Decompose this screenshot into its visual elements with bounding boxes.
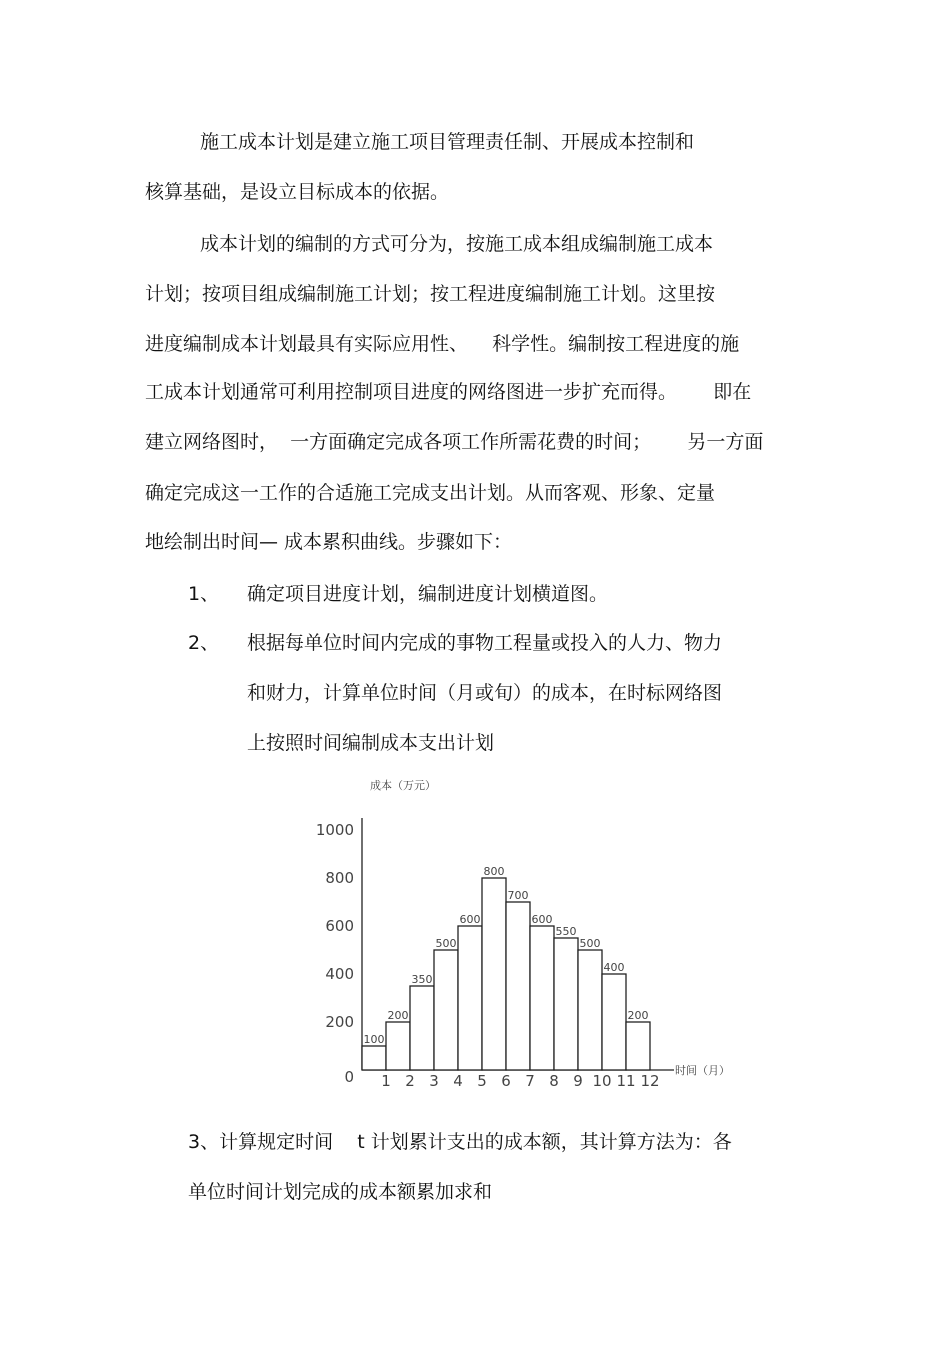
chart-bar-value-label: 100: [363, 1033, 385, 1046]
chart-y-tick-label: 400: [325, 965, 354, 983]
chart-bar: [506, 902, 530, 1070]
para2-line-2: 计划；按项目组成编制施工计划；按工程进度编制施工计划。这里按: [145, 283, 716, 305]
step-2-line-3: 上按照时间编制成本支出计划: [247, 732, 495, 754]
chart-x-tick-label: 6: [501, 1072, 511, 1090]
chart-bar-value-label: 500: [579, 937, 601, 950]
chart-bar-value-label: 500: [435, 937, 457, 950]
chart-y-tick-label: 1000: [315, 821, 354, 839]
chart-x-tick-label: 12: [640, 1072, 660, 1090]
chart-x-tick-label: 10: [592, 1072, 612, 1090]
chart-bar-value-label: 200: [387, 1009, 409, 1022]
chart-bar: [458, 926, 482, 1070]
chart-bar: [554, 938, 578, 1070]
chart-bar: [410, 986, 434, 1070]
chart-bar: [602, 974, 626, 1070]
chart-bar: [386, 1022, 410, 1070]
para1-line-2: 核算基础，是设立目标成本的依据。: [145, 181, 450, 203]
step-3-line-2: 单位时间计划完成的成本额累加求和: [188, 1181, 493, 1203]
chart-x-tick-label: 11: [616, 1072, 636, 1090]
step-1-number: 1、: [188, 583, 220, 605]
chart-bar-value-label: 400: [603, 961, 625, 974]
chart-x-tick-label: 9: [573, 1072, 583, 1090]
chart-y-tick-label: 600: [325, 917, 354, 935]
chart-x-tick-label: 1: [381, 1072, 391, 1090]
chart-bar-value-label: 600: [459, 913, 481, 926]
chart-bar: [626, 1022, 650, 1070]
para2-line-1: 成本计划的编制的方式可分为，按施工成本组成编制施工成本: [200, 233, 714, 255]
para2-line-7: 地绘制出时间— 成本累积曲线。步骤如下：: [145, 531, 513, 553]
chart-bar-value-label: 800: [483, 865, 505, 878]
chart-x-tick-label: 8: [549, 1072, 559, 1090]
chart-bar: [434, 950, 458, 1070]
chart-y-tick-label: 800: [325, 869, 354, 887]
chart-bar-value-label: 550: [555, 925, 577, 938]
chart-x-tick-label: 3: [429, 1072, 439, 1090]
step-1-line-1: 确定项目进度计划，编制进度计划横道图。: [247, 583, 609, 605]
chart-bar-value-label: 350: [411, 973, 433, 986]
chart-bar-value-label: 700: [507, 889, 529, 902]
para2-line-3: 进度编制成本计划最具有实际应用性、 科学性。编制按工程进度的施: [145, 333, 740, 355]
chart-y-tick-label: 0: [344, 1068, 354, 1086]
step-2-line-1: 根据每单位时间内完成的事物工程量或投入的人力、物力: [247, 632, 723, 654]
step-2-line-2: 和财力，计算单位时间（月或旬）的成本，在时标网络图: [247, 682, 723, 704]
step-2-number: 2、: [188, 632, 220, 654]
para2-line-6: 确定完成这一工作的合适施工完成支出计划。从而客观、形象、定量: [145, 482, 716, 504]
step-3-line-1: 3、计算规定时间 t 计划累计支出的成本额，其计算方法为：各: [188, 1131, 732, 1153]
chart-bar-value-label: 200: [627, 1009, 649, 1022]
chart-x-tick-label: 2: [405, 1072, 415, 1090]
chart-bar: [482, 878, 506, 1070]
chart-bar: [362, 1046, 386, 1070]
para2-line-4: 工成本计划通常可利用控制项目进度的网络图进一步扩充而得。 即在: [145, 381, 752, 403]
para2-line-5: 建立网络图时， 一方面确定完成各项工作所需花费的时间； 另一方面: [145, 431, 764, 453]
chart-ylabel: 成本（万元）: [370, 779, 436, 792]
chart-bar: [578, 950, 602, 1070]
chart-y-tick-label: 200: [325, 1013, 354, 1031]
para1-line-1: 施工成本计划是建立施工项目管理责任制、开展成本控制和: [200, 131, 695, 153]
chart-x-tick-label: 7: [525, 1072, 535, 1090]
chart-x-tick-label: 4: [453, 1072, 463, 1090]
chart-bar: [530, 926, 554, 1070]
chart-x-tick-label: 5: [477, 1072, 487, 1090]
chart-xlabel: 时间（月）: [675, 1064, 730, 1077]
chart-bar-value-label: 600: [531, 913, 553, 926]
